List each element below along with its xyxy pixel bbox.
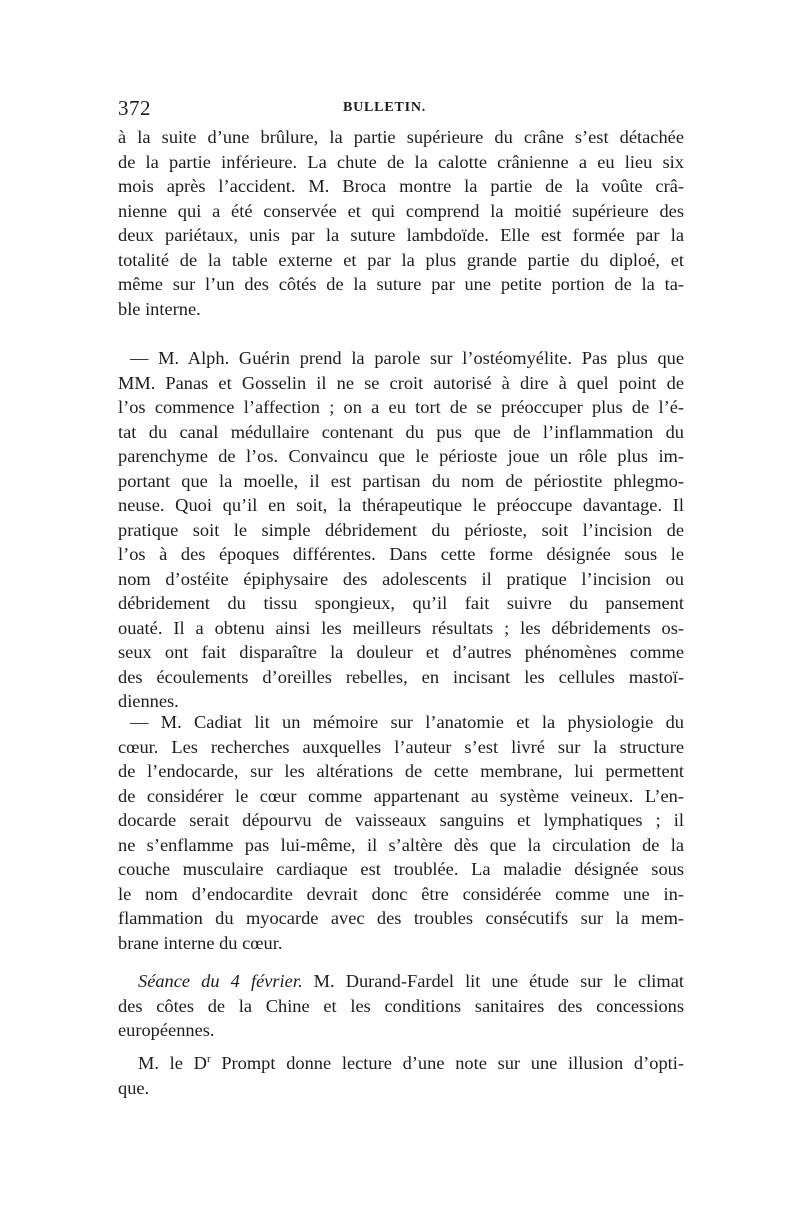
text-line xyxy=(118,969,684,994)
text-line: ble interne. xyxy=(118,298,201,319)
text-line: totalité de la table externe et par la plus grande partie du diploé, et xyxy=(118,249,684,270)
text-line: brane interne du cœur. xyxy=(118,932,283,953)
text-line: nom d’ostéite épiphysaire des adolescents il pratique l’incision ou xyxy=(118,568,684,589)
paragraph-skull-fracture xyxy=(118,125,684,321)
text-line: des côtes de la Chine et les conditions sanitaires des concessions xyxy=(118,995,684,1016)
text-line: ne s’enflamme pas lui-même, il s’altère dès que la circulation de la xyxy=(118,834,684,855)
page-number: 372 xyxy=(118,96,151,120)
text-line: mois après l’accident. M. Broca montre la partie de la voûte crâ- xyxy=(118,176,684,196)
text-line: tat du canal médullaire contenant du pus que de l’inflammation du xyxy=(118,421,684,442)
text-line: que. xyxy=(118,1077,150,1098)
page-header xyxy=(118,96,682,122)
text-line: des écoulements d’oreilles rebelles, en incisant les cellules mastoï- xyxy=(118,666,684,687)
text-line: docarde serait dépourvu de vaisseaux sanguins et lymphatiques ; il xyxy=(118,810,684,830)
text-line: européennes. xyxy=(118,1020,215,1040)
text-line: MM. Panas et Gosselin il ne se croit autorisé à dire à quel point de xyxy=(118,372,684,393)
text-line: portant que la moelle, il est partisan du nom de périostite phlegmo- xyxy=(118,470,684,491)
text-line: de l’endocarde, sur les altérations de cette membrane, lui permettent xyxy=(118,761,684,781)
text-line: nienne qui a été conservée et qui comprend la moitié supérieure des xyxy=(118,200,684,221)
text-line: — M. Alph. Guérin prend la parole sur l’ostéomyélite. Pas plus que xyxy=(130,348,684,368)
text-line: diennes. xyxy=(118,691,179,711)
text-fragment: M. Durand-Fardel lit une étude sur le climat xyxy=(302,971,684,991)
text-fragment: Prompt donne lecture d’une note sur une illusion d’opti- xyxy=(210,1053,684,1073)
text-line: — M. Cadiat lit un mémoire sur l’anatomie et la physiologie du xyxy=(130,712,684,732)
text-line: à la suite d’une brûlure, la partie supérieure du crâne s’est détachée xyxy=(118,127,684,147)
text-line: neuse. Quoi qu’il en soit, la thérapeutique le préoccupe davantage. Il xyxy=(118,495,684,515)
paragraph-osteomyelitis xyxy=(118,346,684,714)
text-line: de la partie inférieure. La chute de la calotte crânienne a eu lieu six xyxy=(118,151,684,172)
text-fragment: M. le D xyxy=(138,1053,207,1073)
text-line: flammation du myocarde avec des troubles consécutifs sur la mem- xyxy=(118,908,684,928)
text-line: cœur. Les recherches auxquelles l’auteur s’est livré sur la structure xyxy=(118,736,684,757)
text-line: couche musculaire cardiaque est troublée. La maladie désignée sous xyxy=(118,859,684,879)
superscript: r xyxy=(206,1052,211,1065)
text-line: l’os commence l’affection ; on a eu tort de se préoccuper plus de l’é- xyxy=(118,397,684,417)
text-line: parenchyme de l’os. Convaincu que le périoste joue un rôle plus im- xyxy=(118,446,684,466)
text-line: le nom d’endocardite devrait donc être considérée comme une in- xyxy=(118,883,684,904)
text-line: pratique soit le simple débridement du périoste, soit l’incision de xyxy=(118,519,684,540)
text-line: de considérer le cœur comme appartenant au système veineux. L’en- xyxy=(118,785,684,806)
text-line: ouaté. Il a obtenu ainsi les meilleurs résultats ; les débridements os- xyxy=(118,617,684,638)
text-line: même sur l’un des côtés de la suture par une petite portion de la ta- xyxy=(118,274,684,294)
paragraph-prompt-note xyxy=(118,1051,684,1100)
text-line xyxy=(118,1051,684,1076)
paragraph-endocardium xyxy=(118,710,684,955)
text-line: débridement du tissu spongieux, qu’il fait suivre du pansement xyxy=(118,593,684,613)
text-line: deux pariétaux, unis par la suture lambdoïde. Elle est formée par la xyxy=(118,225,684,245)
text-line: l’os à des époques différentes. Dans cette forme désignée sous le xyxy=(118,544,684,564)
session-title: Séance du 4 février. xyxy=(138,971,303,991)
paragraph-session-february xyxy=(118,969,684,1043)
running-head: BULLETIN. xyxy=(343,100,427,115)
text-line: seux ont fait disparaître la douleur et d’autres phénomènes comme xyxy=(118,642,684,662)
